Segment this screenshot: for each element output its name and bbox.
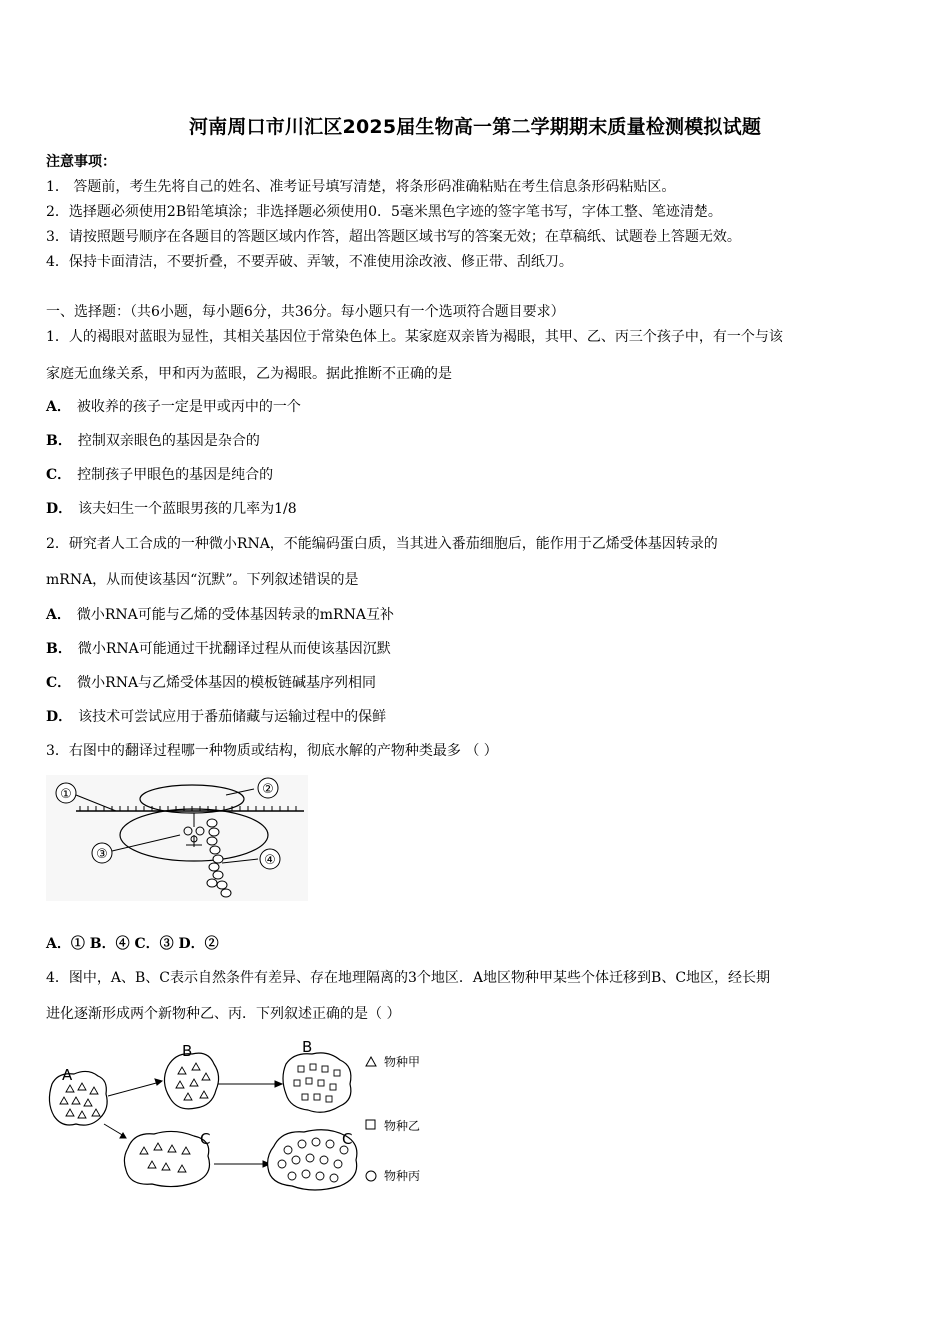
q2-stem-line1: 2．研究者人工合成的一种微小RNA，不能编码蛋白质，当其进入番茄细胞后，能作用于乙烯受体基因转录的 <box>46 536 718 552</box>
q1-option-d <box>46 499 916 519</box>
q1-stem-line2: 家庭无血缘关系，甲和丙为蓝眼，乙为褐眼。据此推断不正确的是 <box>46 366 452 382</box>
q3-stem: 3．右图中的翻译过程哪一种物质或结构，彻底水解的产物种类最多 （ ） <box>46 743 498 759</box>
q1-option-c <box>46 465 916 485</box>
legend-species-b: 物种乙 <box>384 1119 421 1133</box>
option-text: 该技术可尝试应用于番茄储藏与运输过程中的保鲜 <box>78 709 387 725</box>
legend-triangle-icon <box>366 1057 376 1066</box>
q4-stem-line2: 进化逐渐形成两个新物种乙、丙．下列叙述正确的是（ ） <box>46 1006 401 1022</box>
option-text: 该夫妇生一个蓝眼男孩的几率为1/8 <box>78 501 297 517</box>
region-b-label: B <box>182 1042 193 1060</box>
option-text: 控制双亲眼色的基因是杂合的 <box>77 433 260 449</box>
q2-option-d <box>46 707 916 727</box>
option-label: A． <box>46 399 71 415</box>
q2-option-c <box>46 673 916 693</box>
note-item: 3．请按照题号顺序在各题目的答题区域内作答，超出答题区域书写的答案无效；在草稿纸、试题卷上答题无效。 <box>46 229 741 245</box>
note-item: 1． 答题前，考生先将自己的姓名、准考证号填写清楚，将条形码准确粘贴在考生信息条形码粘贴区。 <box>46 179 676 195</box>
legend-square-icon <box>366 1120 375 1129</box>
option-label: C． <box>46 467 72 483</box>
legend-circle-icon <box>366 1171 376 1181</box>
option-label: B． <box>46 641 72 657</box>
option-label: D． <box>46 709 73 725</box>
option-text: 微小RNA与乙烯受体基因的模板链碱基序列相同 <box>77 675 377 691</box>
option-text: 控制孩子甲眼色的基因是纯合的 <box>77 467 274 483</box>
option-label: C． <box>46 675 72 691</box>
region-b-final-shape <box>283 1053 351 1112</box>
note-item: 4．保持卡面清洁，不要折叠，不要弄破、弄皱，不准使用涂改液、修正带、刮纸刀。 <box>46 254 573 270</box>
option-label: A． <box>46 607 71 623</box>
q3-options: A．① B．④ C．③ D．② <box>46 936 219 952</box>
section-heading: 一、选择题：（共6小题，每小题6分，共36分。每小题只有一个选项符合题目要求） <box>46 304 565 320</box>
region-b-label-2: B <box>302 1038 313 1056</box>
option-label: B． <box>46 433 72 449</box>
q2-option-b <box>46 639 916 659</box>
note-item: 2．选择题必须使用2B铅笔填涂；非选择题必须使用0．5毫米黑色字迹的签字笔书写，字体工整、笔迹清楚。 <box>46 204 722 220</box>
option-label: D． <box>46 501 73 517</box>
figure-label-1: ① <box>60 787 72 802</box>
option-text: 被收养的孩子一定是甲或丙中的一个 <box>76 399 301 415</box>
speciation-diagram <box>44 1036 464 1196</box>
region-c-initial-shape <box>124 1131 209 1186</box>
q4-stem-line1: 4．图中，A、B、C表示自然条件有差异、存在地理隔离的3个地区．A地区物种甲某些个体迁移到B、C地区，经长期 <box>46 970 771 986</box>
q1-option-b <box>46 431 916 451</box>
region-a-label: A <box>62 1066 73 1084</box>
q2-option-a <box>46 605 916 625</box>
region-c-label-2: C <box>342 1130 353 1148</box>
legend-species-c: 物种丙 <box>384 1169 421 1183</box>
figure-label-4: ④ <box>264 853 276 868</box>
region-b-initial-shape <box>164 1053 218 1109</box>
figure-label-3: ③ <box>96 847 108 862</box>
figure-label-2: ② <box>262 782 274 797</box>
option-text: 微小RNA可能与乙烯的受体基因转录的mRNA互补 <box>76 607 394 623</box>
q1-option-a <box>46 397 916 417</box>
page-title: 河南周口市川汇区2025届生物高一第二学期期末质量检测模拟试题 <box>188 116 762 138</box>
legend-species-a: 物种甲 <box>384 1055 421 1069</box>
translation-diagram <box>46 775 308 901</box>
q2-stem-line2: mRNA，从而使该基因“沉默”。下列叙述错误的是 <box>46 572 359 588</box>
region-c-label: C <box>200 1130 211 1148</box>
q1-stem-line1: 1．人的褐眼对蓝眼为显性，其相关基因位于常染色体上。某家庭双亲皆为褐眼，其甲、乙、丙三个孩子中，有一个与该 <box>46 329 783 345</box>
option-text: 微小RNA可能通过干扰翻译过程从而使该基因沉默 <box>77 641 391 657</box>
notes-heading: 注意事项： <box>46 154 116 170</box>
